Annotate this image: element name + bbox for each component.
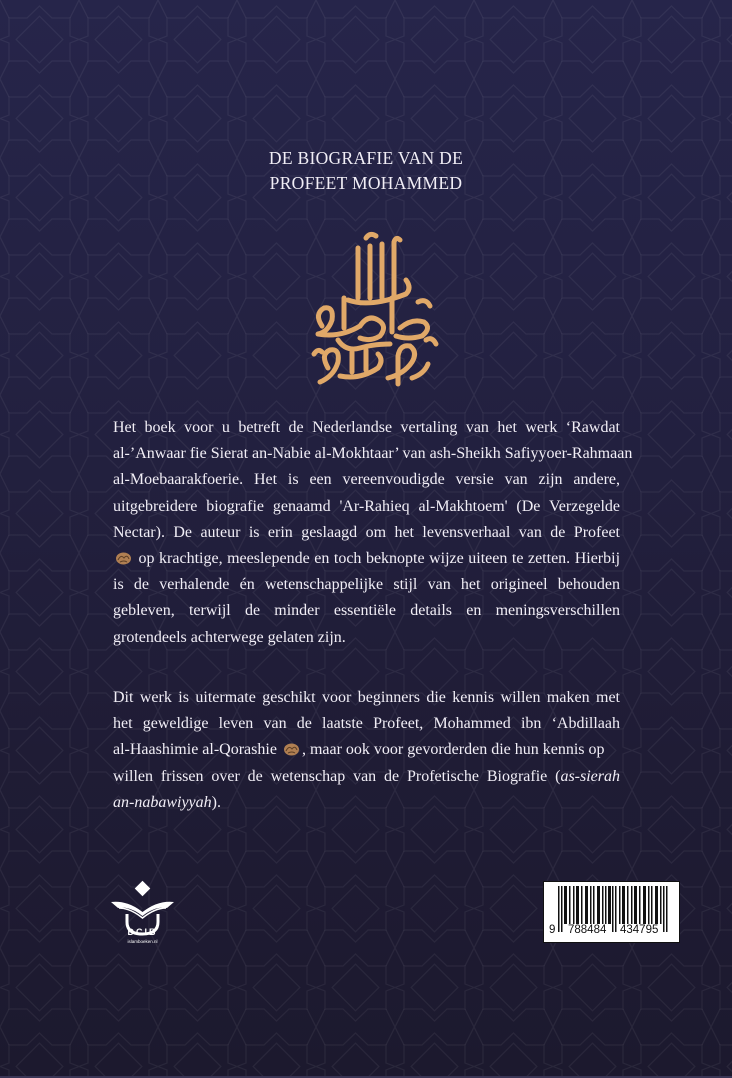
description-paragraph-1 [113, 415, 633, 651]
italic-term: an-nabawiyyah [113, 793, 212, 811]
barcode-digits-right: 434795 [620, 924, 659, 936]
italic-term: as-sierah [560, 767, 620, 785]
text-line [113, 790, 620, 816]
barcode-digits [544, 924, 679, 940]
text-line: grotendeels achterwege gelaten zijn. [113, 628, 346, 646]
publisher-name: DCIB [127, 927, 158, 937]
barcode-digits-left: 788484 [568, 924, 607, 936]
publisher-url: islamboeken.nl [127, 939, 158, 944]
text-line: het geweldige leven van de laatste Profeet, Mohammed ibn ‘Abdillaah [113, 715, 620, 733]
text-segment: willen frissen over de wetenschap van de Profetische Biografie ( [113, 767, 561, 785]
text-line: al-Moebaarakfoerie. Het is een vereenvoudigde versie van zijn andere, [113, 471, 620, 489]
text-line: Dit werk is uitermate geschikt voor beginners die kennis willen maken met [113, 689, 620, 706]
isbn-barcode [543, 881, 680, 943]
barcode-digit-prefix: 9 [549, 924, 556, 936]
salutation-glyph-icon [283, 742, 300, 756]
title-line-2: PROFEET MOHAMMED [269, 173, 463, 193]
text-segment: ). [211, 793, 221, 811]
arabic-calligraphy-icon [300, 228, 445, 393]
text-line-with-salutation [113, 546, 620, 572]
description-paragraph-2 [113, 685, 620, 816]
text-segment: al-Haashimie al-Qorashie [113, 741, 277, 759]
text-line: uitgebreidere biografie genaamd 'Ar-Rahieq al-Makhtoem' (De Verzegelde [113, 497, 620, 515]
title-line-1: DE BIOGRAFIE VAN DE [268, 148, 464, 168]
text-line: is de verhalende én wetenschappelijke stijl van het origineel behouden [113, 576, 620, 594]
salutation-glyph-icon [115, 551, 132, 565]
text-line: al-’Anwaar fie Sierat an-Nabie al-Mokhtaar’ van ash-Sheikh Safiyyoer-Rahmaan [113, 445, 633, 463]
text-segment: op krachtige, meeslepende en toch beknopte wijze uiteen te zetten. Hierbij [138, 549, 621, 567]
text-line [113, 764, 620, 790]
text-line: Nectar). De auteur is erin geslaagd om het levensverhaal van de Profeet [113, 523, 620, 541]
text-segment: , maar ook voor gevorderden die hun kennis op [301, 741, 605, 759]
text-line: Het boek voor u betreft de Nederlandse vertaling van het werk ‘Rawdat [113, 419, 620, 436]
text-line-with-salutation [113, 737, 620, 763]
text-line: gebleven, terwijl de minder essentiële details en meningsverschillen [113, 602, 620, 620]
book-title [0, 146, 732, 196]
